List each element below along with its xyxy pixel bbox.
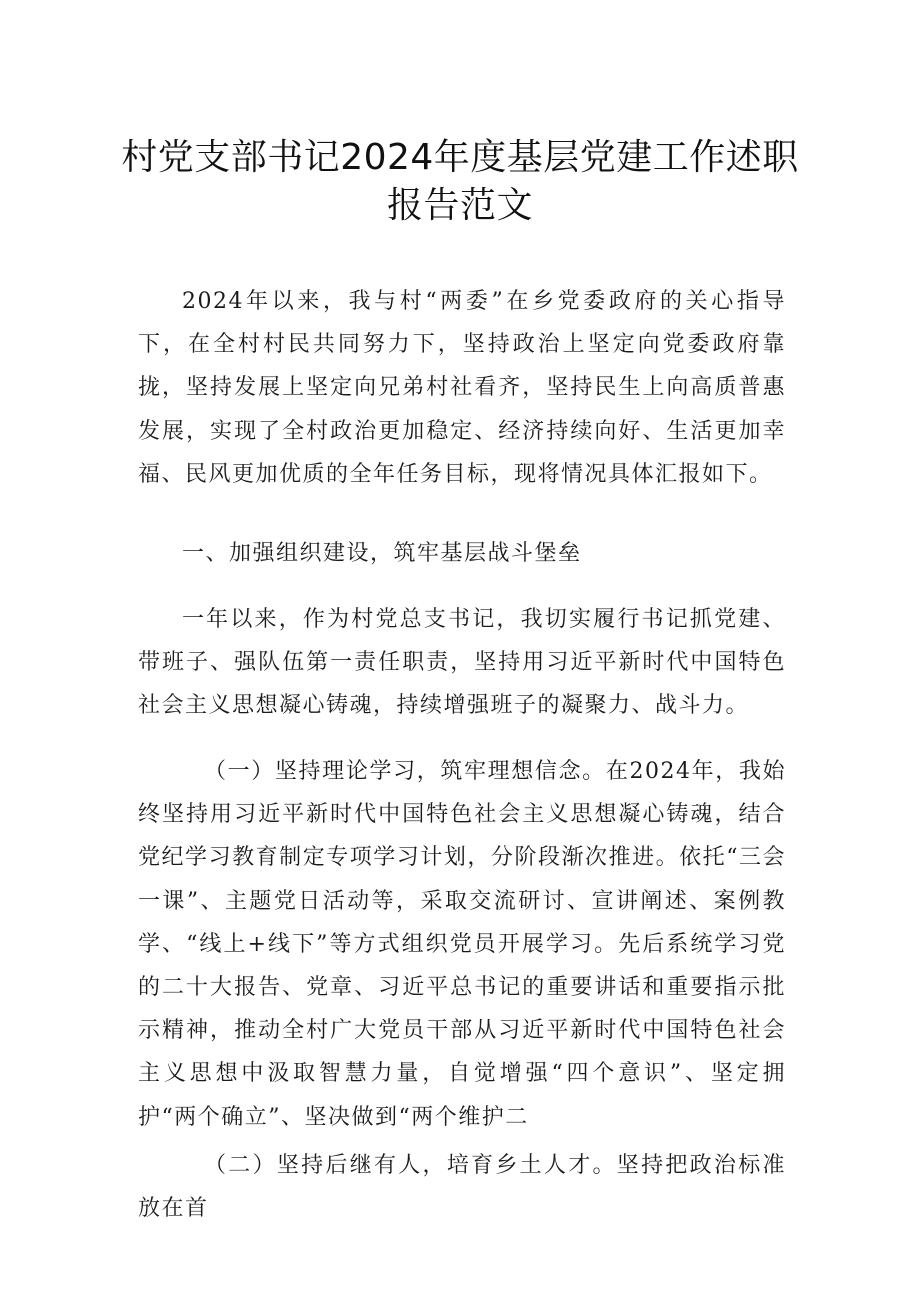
section-heading-1: 一、加强组织建设，筑牢基层战斗堡垒	[182, 541, 582, 566]
document-title-line-2: 报告范文	[386, 185, 533, 226]
subsection-2-paragraph: （二）坚持后继有人，培育乡土人才。坚持把政治标准放在首	[138, 1153, 786, 1222]
section-1-paragraph: 一年以来，作为村党总支书记，我切实履行书记抓党建、带班子、强队伍第一责任职责，坚持用习近平新时代中国特色社会主义思想凝心铸魂，持续增强班子的凝聚力、战斗力。	[138, 607, 786, 719]
intro-paragraph: 2024年以来，我与村“两委”在乡党委政府的关心指导下，在全村村民共同努力下，坚持政治上坚定向党委政府靠拢，坚持发展上坚定向兄弟村社看齐，坚持民生上向高质普惠发展，实现了全村政治更加稳定、经济持续向好、生活更加幸福、民风更加优质的全年任务目标，现将情况具体汇报如下。	[138, 289, 786, 487]
subsection-1-paragraph: （一）坚持理论学习，筑牢理想信念。在2024年，我始终坚持用习近平新时代中国特色社会主义思想凝心铸魂，结合党纪学习教育制定专项学习计划，分阶段渐次推进。依托“三会一课”、主题党日活动等，采取交流研讨、宣讲阐述、案例教学、“线上+线下”等方式组织党员开展学习。先后系统学习党的二十大报告、党章、习近平总书记的重要讲话和重要指示批示精神，推动全村广大党员干部从习近平新时代中国特色社会主义思想中汲取智慧力量，自觉增强“四个意识”、坚定拥护“两个确立”、坚决做到“两个维护二	[138, 759, 786, 1130]
document-title-line-1: 村党支部书记2024年度基层党建工作述职	[121, 137, 799, 178]
